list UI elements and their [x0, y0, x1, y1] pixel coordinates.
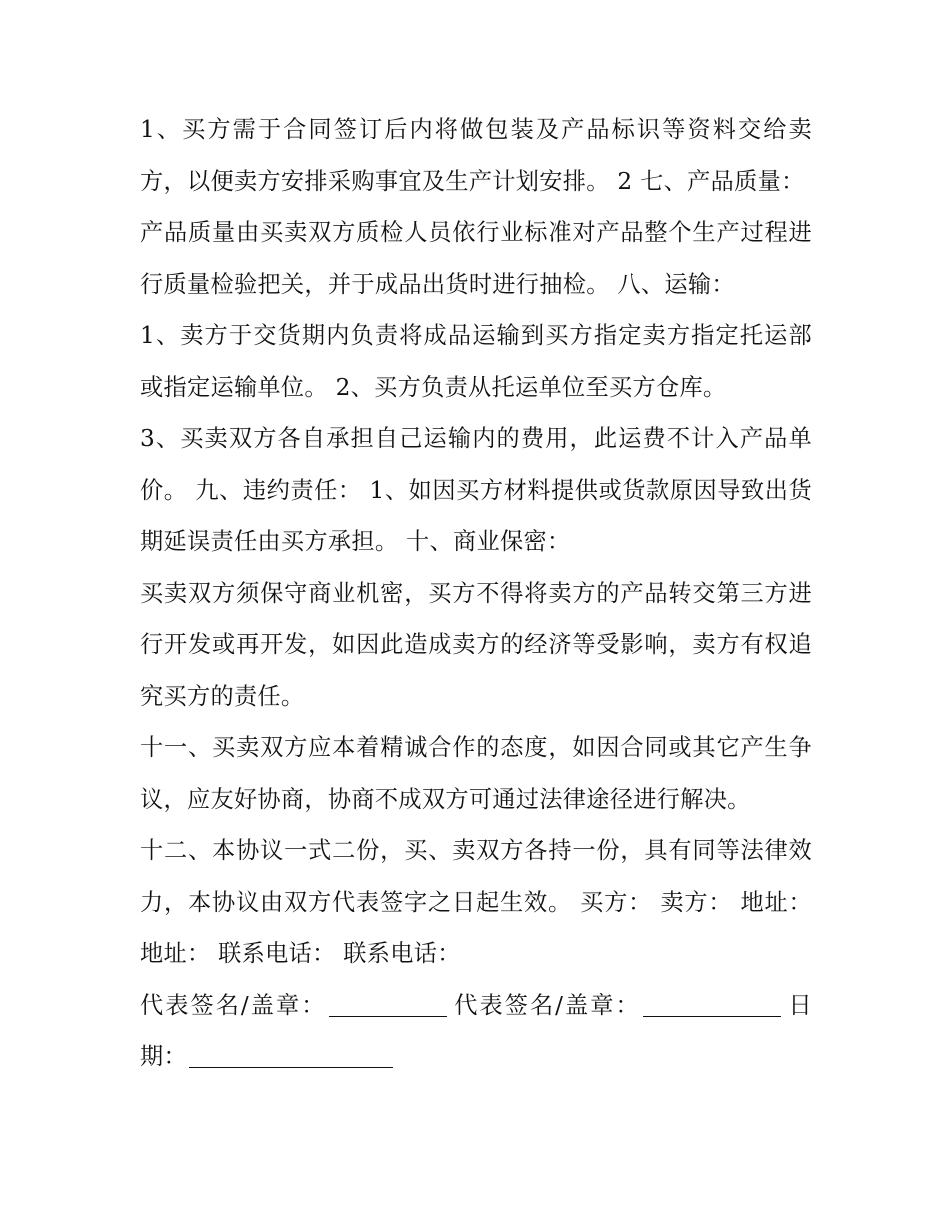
- paragraph-costs-liability-clause: 3、买卖双方各自承担自己运输内的费用，此运费不计入产品单价。 九、违约责任： 1、如因买方材料提供或货款原因导致出货期延误责任由买方承担。 十、商业保密：: [140, 425, 812, 555]
- signature-label-buyer: 代表签名/盖章：: [140, 991, 327, 1019]
- signature-line-buyer: [329, 992, 447, 1017]
- paragraph-packaging-clause: 1、买方需于合同签订后内将做包装及产品标识等资料交给卖方，以便卖方安排采购事宜及生产计划安排。 2 七、产品质量：: [140, 116, 812, 195]
- signature-block: [140, 980, 812, 1083]
- contract-body: [140, 104, 812, 1083]
- signature-line-seller: [643, 992, 781, 1017]
- paragraph-effectiveness-clause: 十二、本协议一式二份，买、卖双方各持一份，具有同等法律效力，本协议由双方代表签字之日起生效。 买方： 卖方： 地址： 地址： 联系电话： 联系电话：: [140, 837, 812, 967]
- date-label: 日期：: [140, 991, 812, 1070]
- paragraph-dispute-clause: 十一、买卖双方应本着精诚合作的态度，如因合同或其它产生争议，应友好协商，协商不成双方可通过法律途径进行解决。: [140, 734, 812, 813]
- signature-label-seller: 代表签名/盖章：: [452, 991, 641, 1019]
- paragraph-quality-clause: 产品质量由买卖双方质检人员依行业标准对产品整个生产过程进行质量检验把关，并于成品出货时进行抽检。 八、运输：: [140, 219, 812, 298]
- date-line: [189, 1043, 393, 1068]
- paragraph-delivery-clause: 1、卖方于交货期内负责将成品运输到买方指定卖方指定托运部或指定运输单位。 2、买方负责从托运单位至买方仓库。: [140, 322, 812, 401]
- paragraph-confidentiality-clause: 买卖双方须保守商业机密，买方不得将卖方的产品转交第三方进行开发或再开发，如因此造成卖方的经济等受影响，卖方有权追究买方的责任。: [140, 579, 812, 710]
